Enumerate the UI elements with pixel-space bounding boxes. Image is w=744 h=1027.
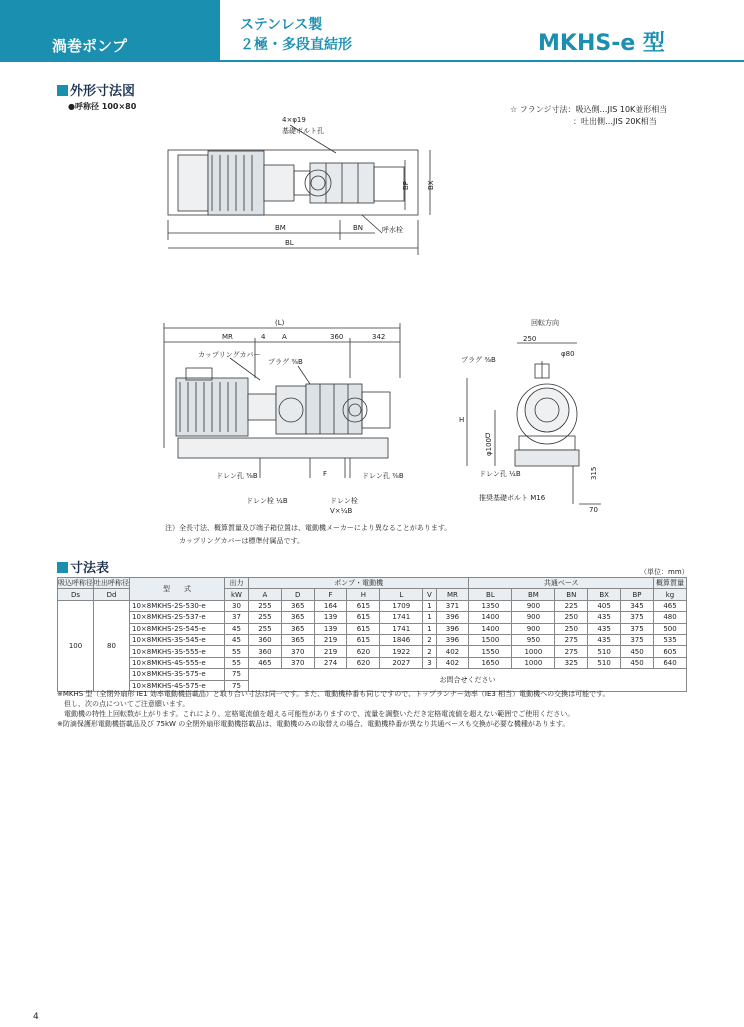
header-category-band bbox=[0, 0, 220, 62]
cell-dd: 80 bbox=[94, 600, 130, 691]
front-drain-plug-right: ドレン栓 bbox=[330, 497, 358, 505]
th-col-bl: BL bbox=[469, 589, 512, 600]
th-ds: Ds bbox=[58, 589, 94, 600]
front-360: 360 bbox=[330, 333, 344, 341]
header-category: 渦巻ポンプ bbox=[52, 37, 128, 55]
side-view-drawing bbox=[455, 316, 605, 516]
top-bp: BP bbox=[402, 180, 410, 190]
top-bolt-hole: 4×φ19 bbox=[282, 116, 306, 124]
header-subtitle-material: ステンレス製 bbox=[240, 17, 323, 33]
th-model: 型 式 bbox=[130, 578, 225, 601]
top-priming-plug: 呼水栓 bbox=[382, 226, 403, 234]
front-plug: プラグ ⅜B bbox=[268, 358, 303, 366]
side-phi80: φ80 bbox=[561, 350, 575, 358]
bore-label: ●呼称径 100×80 bbox=[68, 102, 137, 111]
side-drain-hole: ドレン孔 ¼B bbox=[479, 470, 521, 478]
th-col-bn: BN bbox=[555, 589, 588, 600]
inquiry-cell: お問合せください bbox=[249, 669, 687, 692]
th-common-base: 共通ベース bbox=[469, 578, 654, 589]
side-h: H bbox=[459, 416, 465, 424]
th-col-v: V bbox=[423, 589, 436, 600]
th-col-a: A bbox=[249, 589, 282, 600]
page-number: 4 bbox=[33, 1012, 39, 1022]
th-col-f: F bbox=[314, 589, 347, 600]
side-phi100: φ100 bbox=[485, 438, 493, 456]
top-bm: BM bbox=[275, 224, 286, 232]
top-bx: BX bbox=[427, 180, 435, 190]
side-250: 250 bbox=[523, 335, 537, 343]
th-col-bm: BM bbox=[512, 589, 555, 600]
cell-ds: 100 bbox=[58, 600, 94, 691]
side-rotation: 回転方向 bbox=[531, 319, 559, 327]
section-marker-icon bbox=[57, 562, 68, 573]
front-coupling-cover: カップリングカバー bbox=[198, 351, 261, 359]
th-col-bp: BP bbox=[621, 589, 654, 600]
table-row: 10×8MKHS-3S-575-e 75 お問合せください bbox=[58, 669, 687, 680]
dimensions-section-title: 寸法表 bbox=[57, 557, 109, 576]
th-col-h: H bbox=[347, 589, 380, 600]
footnote: ※MKHS 型（全閉外扇形 IE1 効率電動機搭載品）と取り合い寸法は同一です。また、電動機枠番も同じですので、トップランナー効率（IE3 相当）電動機への交換は可能です。 bbox=[57, 690, 610, 698]
footnote: ※防滴保護形電動機搭載品及び 75kW の全閉外扇形電動機搭載品は、電動機のみの取替えの場合、電動機枠番が異なり共通ベースも交換が必要な機種があります。 bbox=[57, 720, 570, 728]
section-marker-icon bbox=[57, 85, 68, 96]
footnote: 但し、次の点についてご注意願います。 bbox=[57, 700, 190, 708]
top-bl: BL bbox=[285, 239, 294, 247]
table-row: 10×8MKHS-3S-545-e 45 360 365 219 615 1846 2 396 1500 950 275 435 375 535 bbox=[58, 634, 687, 645]
th-dd-label: 吐出呼称径 bbox=[94, 579, 129, 588]
flange-note-discharge: ：吐出側…JIS 20K相当 bbox=[573, 117, 657, 126]
side-plug: プラグ ⅜B bbox=[461, 356, 496, 364]
th-output-unit: kW bbox=[225, 589, 249, 600]
table-row: 10×8MKHS-2S-545-e 45 255 365 139 615 1741 1 396 1400 900 250 435 375 500 bbox=[58, 623, 687, 634]
table-row: 10×8MKHS-4S-555-e 55 465 370 274 620 2027 3 402 1650 1000 325 510 450 640 bbox=[58, 657, 687, 668]
footnote: 電動機の特性上回転数が上がります。これにより、定格電流値を超える可能性がありますので、流量を調整いただき定格電流値を超えない範囲でご使用ください。 bbox=[57, 710, 575, 718]
top-view-drawing bbox=[150, 115, 450, 255]
header-subtitle-type: ２極・多段直結形 bbox=[240, 37, 352, 53]
th-dd: Dd bbox=[94, 589, 130, 600]
table-row: 100 80 10×8MKHS-2S-530-e 30 255 365 164 615 1709 1 371 1350 900 225 405 345 465 bbox=[58, 600, 687, 611]
front-342: 342 bbox=[372, 333, 386, 341]
top-bn: BN bbox=[353, 224, 364, 232]
th-col-bx: BX bbox=[588, 589, 621, 600]
front-drain-plug-right-size: V×¼B bbox=[330, 507, 353, 515]
header-model: MKHS-e 型 bbox=[538, 31, 665, 56]
th-mass: 概算質量 bbox=[654, 578, 687, 589]
th-mass-unit: kg bbox=[654, 589, 687, 600]
side-70: 70 bbox=[589, 506, 598, 514]
front-drain-hole-right: ドレン孔 ⅜B bbox=[362, 472, 404, 480]
dimensions-table bbox=[57, 577, 687, 692]
front-a: A bbox=[282, 333, 287, 341]
front-mr: MR bbox=[222, 333, 233, 341]
th-col-mr: MR bbox=[436, 589, 469, 600]
footnotes bbox=[57, 689, 697, 729]
header-rule bbox=[220, 60, 744, 62]
top-bolt-hole-label: 基礎ボルト孔 bbox=[282, 127, 324, 135]
outline-section-title: 外形寸法図 bbox=[57, 80, 135, 99]
th-pump-motor: ポンプ・電動機 bbox=[249, 578, 469, 589]
outline-note-1: 注）全長寸法、概算質量及び端子箱位置は、電動機メーカーにより異なることがあります。 bbox=[165, 524, 452, 532]
side-315: 315 bbox=[590, 466, 598, 480]
front-four: 4 bbox=[261, 333, 266, 341]
th-col-l: L bbox=[380, 589, 423, 600]
th-col-d: D bbox=[281, 589, 314, 600]
th-ds-label: 吸込呼称径 bbox=[58, 579, 93, 588]
side-anchor-bolt: 推奨基礎ボルト M16 bbox=[479, 494, 546, 502]
th-output: 出力 bbox=[225, 578, 249, 589]
front-f: F bbox=[323, 470, 328, 478]
table-row: 10×8MKHS-2S-537-e 37 255 365 139 615 1741 1 396 1400 900 250 435 375 480 bbox=[58, 612, 687, 623]
outline-note-2: カップリングカバーは標準付属品です。 bbox=[179, 537, 304, 545]
front-drain-hole-left: ドレン孔 ⅜B bbox=[216, 472, 258, 480]
dimensions-unit: （単位：mm） bbox=[640, 568, 689, 576]
side-d: D bbox=[485, 432, 491, 440]
front-view-drawing bbox=[150, 318, 430, 518]
flange-note-suction: ☆ フランジ寸法：吸込側…JIS 10K並形相当 bbox=[510, 105, 668, 114]
table-row: 10×8MKHS-4S-575-e 75 bbox=[58, 680, 687, 691]
front-l: (L) bbox=[275, 319, 285, 327]
table-row: 10×8MKHS-3S-555-e 55 360 370 219 620 1922 2 402 1550 1000 275 510 450 605 bbox=[58, 646, 687, 657]
front-drain-plug-left: ドレン栓 ¼B bbox=[246, 497, 288, 505]
